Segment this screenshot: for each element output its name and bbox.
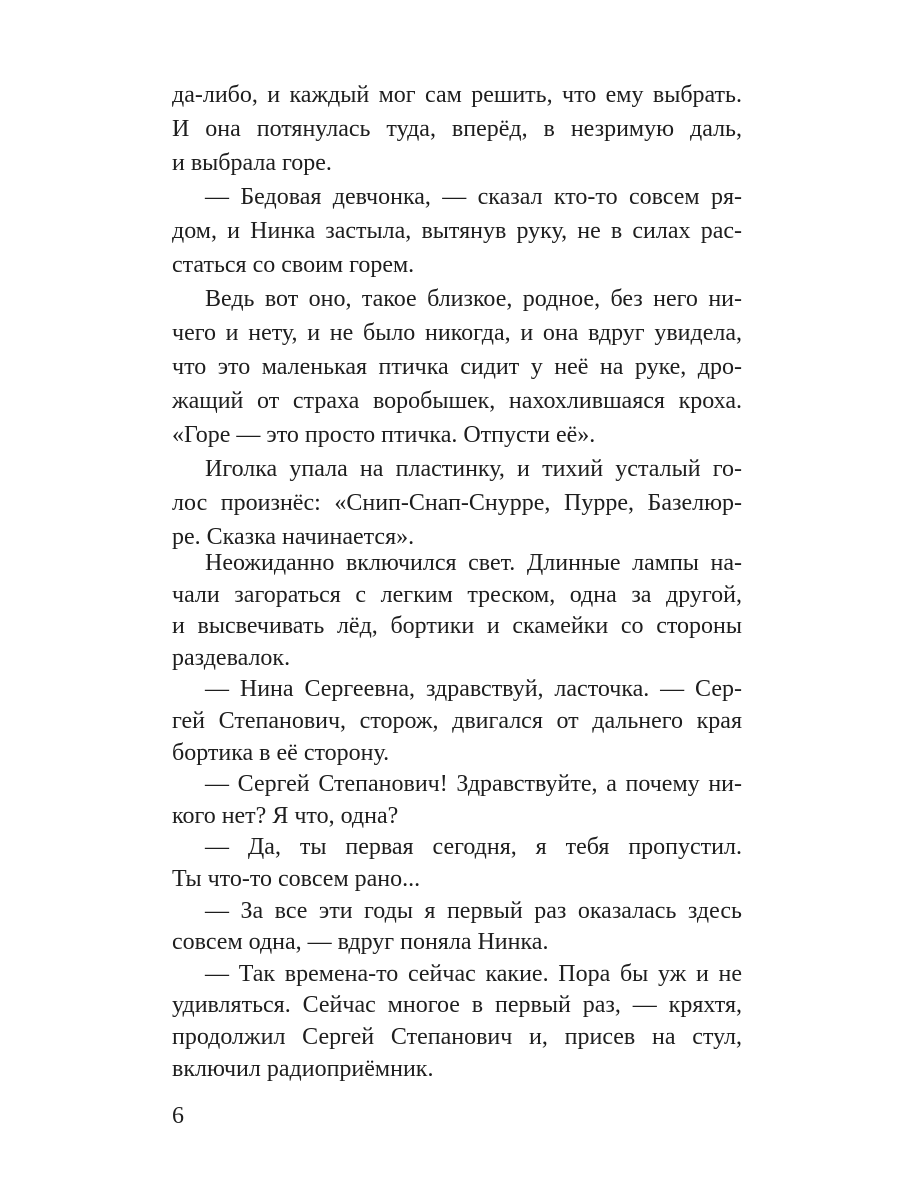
text-line: статься со своим горем.: [172, 252, 415, 278]
text-line: что это маленькая птичка сидит у неё на руке, дро-: [172, 354, 742, 380]
text-line: совсем одна, — вдруг поняла Нинка.: [172, 929, 549, 956]
text-line: продолжил Сергей Степанович и, присев на стул,: [172, 1023, 742, 1050]
text-line: Иголка упала на пластинку, и тихий усталый го-: [205, 456, 742, 482]
text-line: — Бедовая девчонка, — сказал кто-то совсем ря-: [205, 184, 742, 210]
text-line: ре. Сказка начинается».: [172, 524, 415, 550]
text-block-2: [172, 548, 742, 1085]
text-line: — За все эти годы я первый раз оказалась здесь: [205, 897, 742, 924]
text-line: «Горе — это просто птичка. Отпусти её».: [172, 422, 596, 448]
text-line: бортика в её сторону.: [172, 739, 390, 766]
page-number: 6: [172, 1103, 184, 1129]
text-line: — Сергей Степанович! Здравствуйте, а почему ни-: [205, 771, 742, 798]
text-line: Неожиданно включился свет. Длинные лампы на-: [205, 550, 742, 576]
text-line: и выбрала горе.: [172, 150, 332, 176]
text-line: включил радиоприёмник.: [172, 1055, 434, 1082]
text-line: Ведь вот оно, такое близкое, родное, без него ни-: [205, 286, 742, 312]
text-line: и высвечивать лёд, бортики и скамейки со стороны: [172, 613, 742, 640]
text-line: — Так времена-то сейчас какие. Пора бы уж и не: [205, 960, 742, 987]
text-line: лос произнёс: «Снип-Снап-Снурре, Пурре, Базелюр-: [172, 490, 742, 516]
text-line: раздевалок.: [172, 644, 291, 671]
text-line: дом, и Нинка застыла, вытянув руку, не в силах рас-: [172, 218, 742, 244]
text-line: чали загораться с легким треском, одна за другой,: [172, 581, 742, 608]
text-line: кого нет? Я что, одна?: [172, 802, 399, 829]
text-line: Ты что-то совсем рано...: [172, 865, 421, 892]
text-line: — Нина Сергеевна, здравствуй, ласточка. — Сер-: [205, 676, 742, 703]
text-line: жащий от страха воробышек, нахохлившаяся кроха.: [172, 388, 742, 414]
text-line: да-либо, и каждый мог сам решить, что ему выбрать.: [172, 82, 742, 108]
text-line: И она потянулась туда, вперёд, в незримую даль,: [172, 116, 742, 142]
text-line: — Да, ты первая сегодня, я тебя пропустил.: [205, 834, 742, 861]
text-line: гей Степанович, сторож, двигался от дальнего края: [172, 707, 742, 734]
text-line: чего и нету, и не было никогда, и она вдруг увидела,: [172, 320, 742, 346]
text-line: удивляться. Сейчас многое в первый раз, — кряхтя,: [172, 992, 742, 1019]
text-block-1: [172, 78, 742, 554]
